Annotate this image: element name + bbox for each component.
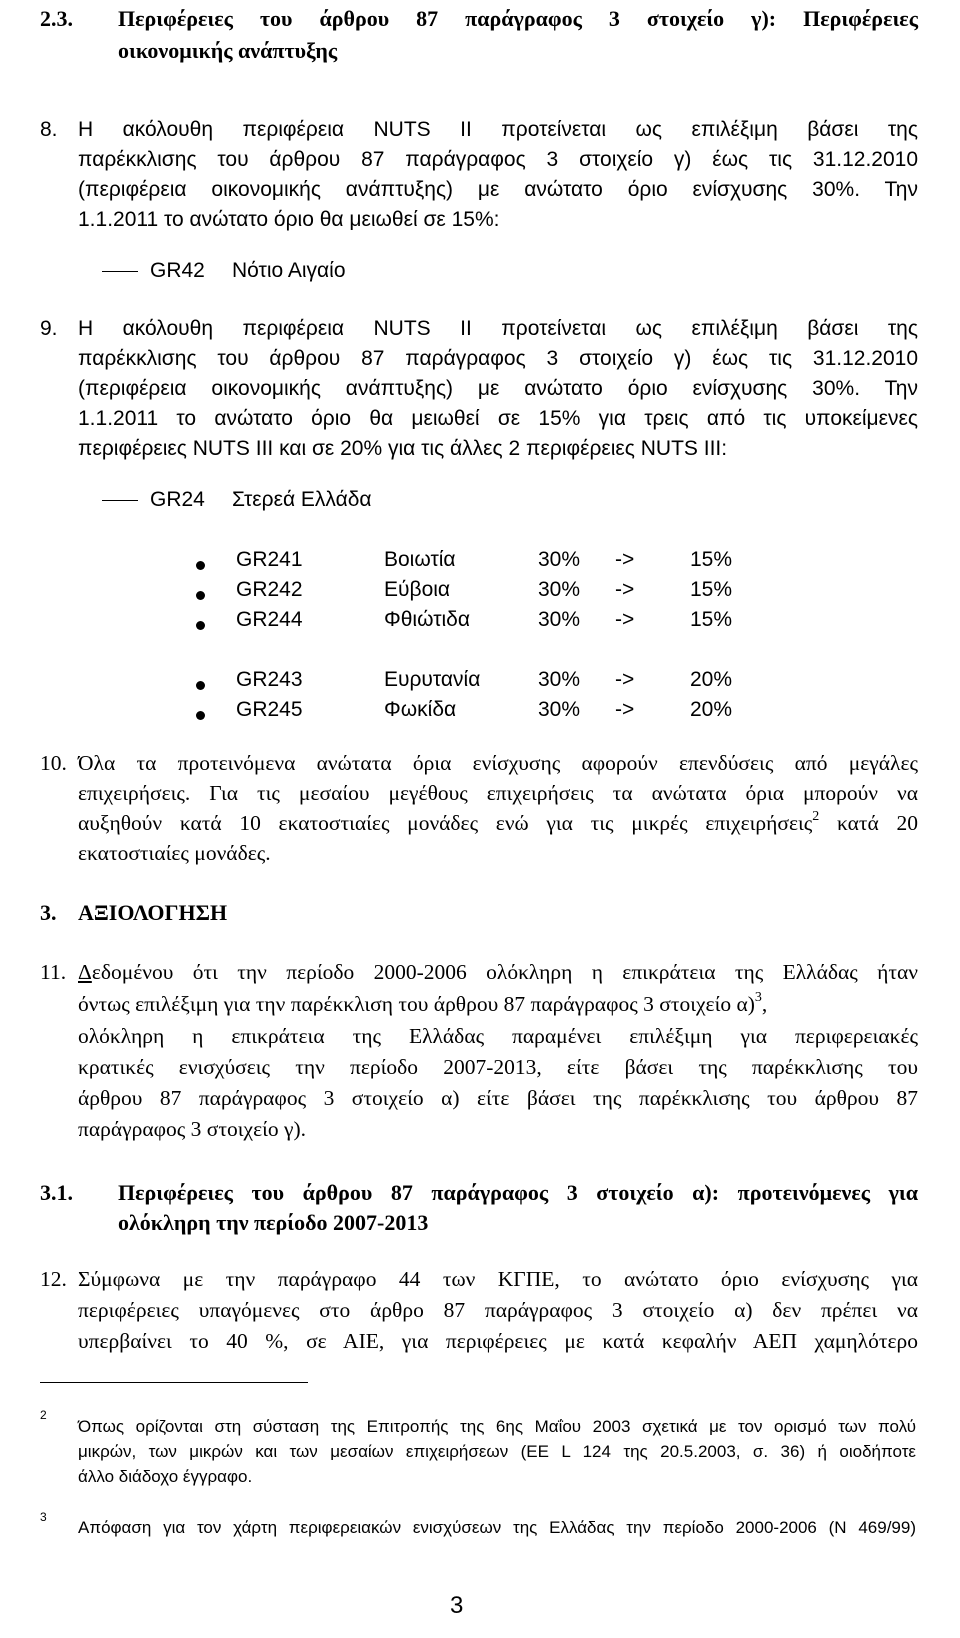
rate-arrow: ->	[615, 578, 635, 601]
section-number: 3.1.	[40, 1180, 73, 1205]
paragraph-number: 11.	[40, 960, 67, 984]
section-number: 3.	[40, 900, 57, 925]
underlined-letter: Δ	[78, 960, 92, 984]
subregion-name: Βοιωτία	[384, 548, 456, 571]
rate-to: 20%	[690, 698, 733, 721]
rate-to: 15%	[690, 608, 733, 631]
footnote-ref: 2	[812, 808, 820, 824]
subregion-name: Εύβοια	[384, 578, 451, 601]
paragraph-line: 1.1.2011 το ανώτατο όριο θα μειωθεί σε 15%:	[78, 208, 500, 231]
section-number: 2.3.	[40, 6, 73, 31]
paragraph-line: παρέκκλισης του άρθρου 87 παράγραφος 3 στοιχείο γ) έως τις 31.12.2010	[78, 347, 918, 370]
bullet-icon	[196, 561, 205, 570]
subregion-name: Φθιώτιδα	[384, 608, 470, 631]
bullet-icon	[196, 711, 205, 720]
text-run: αυξηθούν κατά 10 εκατοστιαίες μονάδες ενώ για τις μικρές επιχειρήσεις	[78, 811, 813, 835]
paragraph-line: ολόκληρη η επικράτεια της Ελλάδας παραμένει επιλέξιμη για περιφερειακές	[78, 1024, 918, 1048]
paragraph-line: Η ακόλουθη περιφέρεια NUTS II προτείνεται ως επιλέξιμη βάσει της	[78, 118, 918, 141]
section-title-line: οικονομικής ανάπτυξης	[118, 38, 338, 63]
paragraph-line: κρατικές ενισχύσεις την περίοδο 2007-2013, είτε βάσει της παρέκκλισης του	[78, 1055, 918, 1079]
footnote-mark: 3	[40, 1510, 47, 1524]
subregion-code: GR242	[236, 578, 303, 601]
section-title-line: Περιφέρειες του άρθρου 87 παράγραφος 3 στοιχείο α): προτεινόμενες για	[118, 1180, 918, 1205]
subregion-name: Ευρυτανία	[384, 668, 481, 691]
region-code: GR24	[150, 488, 205, 511]
paragraph-line: Σύμφωνα με την παράγραφο 44 των ΚΓΠΕ, το ανώτατο όριο ενίσχυσης για	[78, 1267, 918, 1291]
paragraph-line: 1.1.2011 το ανώτατο όριο θα μειωθεί σε 15% για τρεις από τις υποκείμενες	[78, 407, 918, 430]
subregion-code: GR245	[236, 698, 303, 721]
page-number: 3	[450, 1592, 464, 1619]
footnote-line: Όπως ορίζονται στη σύσταση της Επιτροπής της 6ης Μαΐου 2003 σχετικά με τον ορισμό των πολύ	[78, 1417, 916, 1436]
paragraph-line	[78, 989, 768, 1017]
paragraph-line	[78, 808, 918, 836]
subregion-name: Φωκίδα	[384, 698, 457, 721]
bullet-icon	[196, 591, 205, 600]
paragraph-line: παρέκκλισης του άρθρου 87 παράγραφος 3 στοιχείο γ) έως τις 31.12.2010	[78, 148, 918, 171]
footnote-line: άλλο διάδοχο έγγραφο.	[78, 1467, 253, 1486]
bullet-icon	[196, 681, 205, 690]
paragraph-line: παράγραφος 3 στοιχείο γ).	[78, 1117, 307, 1141]
subregion-code: GR243	[236, 668, 303, 691]
paragraph-line: άρθρου 87 παράγραφος 3 στοιχείο α) είτε βάσει της παρέκκλισης του άρθρου 87	[78, 1086, 918, 1110]
paragraph-number: 10.	[40, 751, 67, 775]
paragraph-line: Η ακόλουθη περιφέρεια NUTS II προτείνεται ως επιλέξιμη βάσει της	[78, 317, 918, 340]
paragraph-line: υπερβαίνει το 40 %, σε ΑΙΕ, για περιφέρειες με κατά κεφαλήν ΑΕΠ χαμηλότερο	[78, 1329, 918, 1353]
rate-from: 30%	[538, 578, 581, 601]
rate-arrow: ->	[615, 668, 635, 691]
paragraph-line: επιχειρήσεις. Για τις μεσαίου μεγέθους επιχειρήσεις τα ανώτατα όρια μπορούν να	[78, 781, 918, 805]
region-name: Στερεά Ελλάδα	[232, 488, 372, 511]
section-title: ΑΞΙΟΛΟΓΗΣΗ	[78, 900, 228, 925]
paragraph-number: 9.	[40, 317, 58, 340]
rate-arrow: ->	[615, 548, 635, 571]
footnote-mark: 2	[40, 1408, 47, 1422]
region-code: GR42	[150, 259, 205, 282]
paragraph-line: εκατοστιαίες μονάδες.	[78, 841, 271, 865]
paragraph-line: (περιφέρεια οικονομικής ανάπτυξης) με ανώτατο όριο ενίσχυσης 30%. Την	[78, 178, 918, 201]
paragraph-line: περιφέρειες NUTS III και σε 20% για τις άλλες 2 περιφέρειες NUTS III:	[78, 437, 728, 460]
text-run: κατά 20	[819, 811, 918, 835]
paragraph-number: 12.	[40, 1267, 67, 1291]
rate-arrow: ->	[615, 698, 635, 721]
paragraph-line: (περιφέρεια οικονομικής ανάπτυξης) με ανώτατο όριο ενίσχυσης 30%. Την	[78, 377, 918, 400]
rate-to: 20%	[690, 668, 733, 691]
footnote-line: Απόφαση για τον χάρτη περιφερειακών ενισχύσεων της Ελλάδας την περίοδο 2000-2006 (Ν 469/99)	[78, 1518, 916, 1537]
text-run: όντως επιλέξιμη για την παρέκκλιση του άρθρου 87 παράγραφος 3 στοιχείο α)	[78, 992, 755, 1016]
subregion-code: GR244	[236, 608, 303, 631]
dash-item	[102, 488, 138, 512]
dash-marker	[102, 500, 138, 501]
rate-arrow: ->	[615, 608, 635, 631]
subregion-code: GR241	[236, 548, 303, 571]
section-title-line: Περιφέρειες του άρθρου 87 παράγραφος 3 στοιχείο γ): Περιφέρειες	[118, 6, 918, 31]
bullet-icon	[196, 621, 205, 630]
paragraph-line	[78, 960, 918, 985]
rate-from: 30%	[538, 668, 581, 691]
footnote-line: μικρών, των μικρών και των μεσαίων επιχειρήσεων (ΕΕ L 124 της 20.5.2003, σ. 36) ή οιοδήποτε	[78, 1442, 916, 1461]
text-run: εδομένου ότι την περίοδο 2000-2006 ολόκληρη η επικράτεια της Ελλάδας ήταν	[91, 960, 918, 984]
rate-to: 15%	[690, 548, 733, 571]
section-title-line: ολόκληρη την περίοδο 2007-2013	[118, 1210, 429, 1235]
rate-from: 30%	[538, 698, 581, 721]
paragraph-number: 8.	[40, 118, 58, 141]
paragraph-line: Όλα τα προτεινόμενα ανώτατα όρια ενίσχυσης αφορούν επενδύσεις από μεγάλες	[78, 751, 918, 775]
footnote-separator	[40, 1382, 308, 1383]
rate-to: 15%	[690, 578, 733, 601]
dash-item	[102, 259, 138, 283]
region-name: Νότιο Αιγαίο	[232, 259, 346, 282]
rate-from: 30%	[538, 608, 581, 631]
dash-marker	[102, 271, 138, 272]
paragraph-line: περιφέρειες υπαγόμενες στο άρθρο 87 παράγραφος 3 στοιχείο α) δεν πρέπει να	[78, 1298, 918, 1322]
footnote-ref: 3	[754, 989, 762, 1005]
rate-from: 30%	[538, 548, 581, 571]
text-run: ,	[761, 992, 768, 1016]
